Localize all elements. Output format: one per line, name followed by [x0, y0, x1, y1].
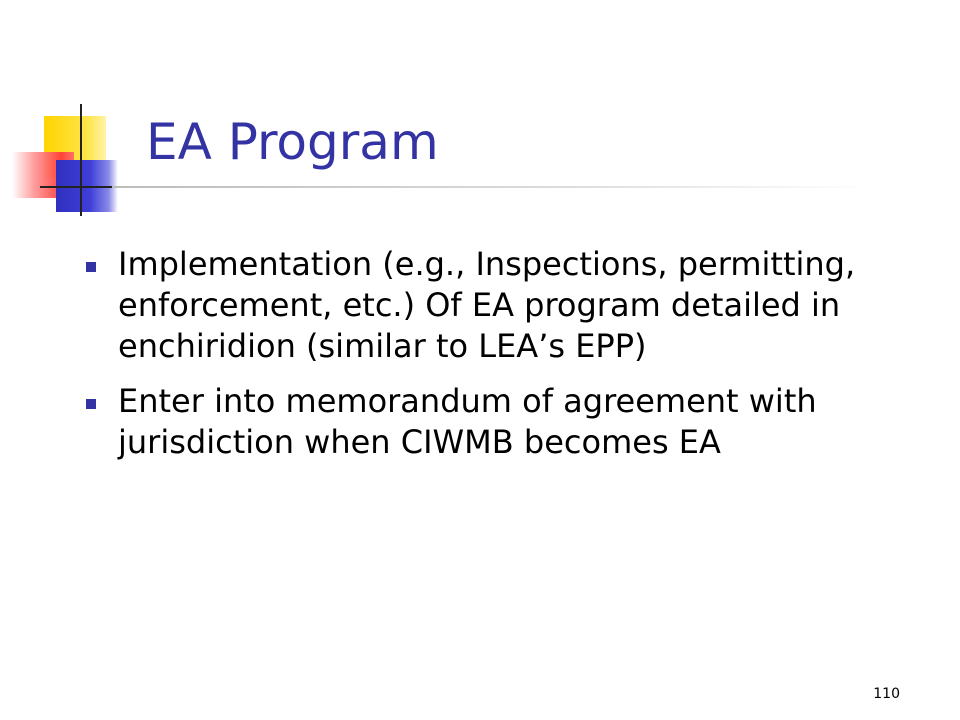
- title-underline: [112, 186, 872, 188]
- square-bullet-icon: [86, 262, 96, 272]
- logo-vertical-line: [80, 104, 82, 216]
- square-bullet-icon: [86, 399, 96, 409]
- bullet-list: [86, 244, 886, 477]
- decorative-logo-blocks: [0, 0, 140, 230]
- bullet-item: [86, 244, 886, 367]
- bullet-text: Implementation (e.g., Inspections, permitting, enforcement, etc.) Of EA program detailed in enchiridion (similar to LEA’s EPP): [118, 245, 856, 365]
- page-number: 110: [873, 686, 900, 702]
- bullet-item: [86, 381, 886, 463]
- bullet-text: Enter into memorandum of agreement with jurisdiction when CIWMB becomes EA: [118, 382, 817, 461]
- slide-title: EA Program: [146, 113, 439, 171]
